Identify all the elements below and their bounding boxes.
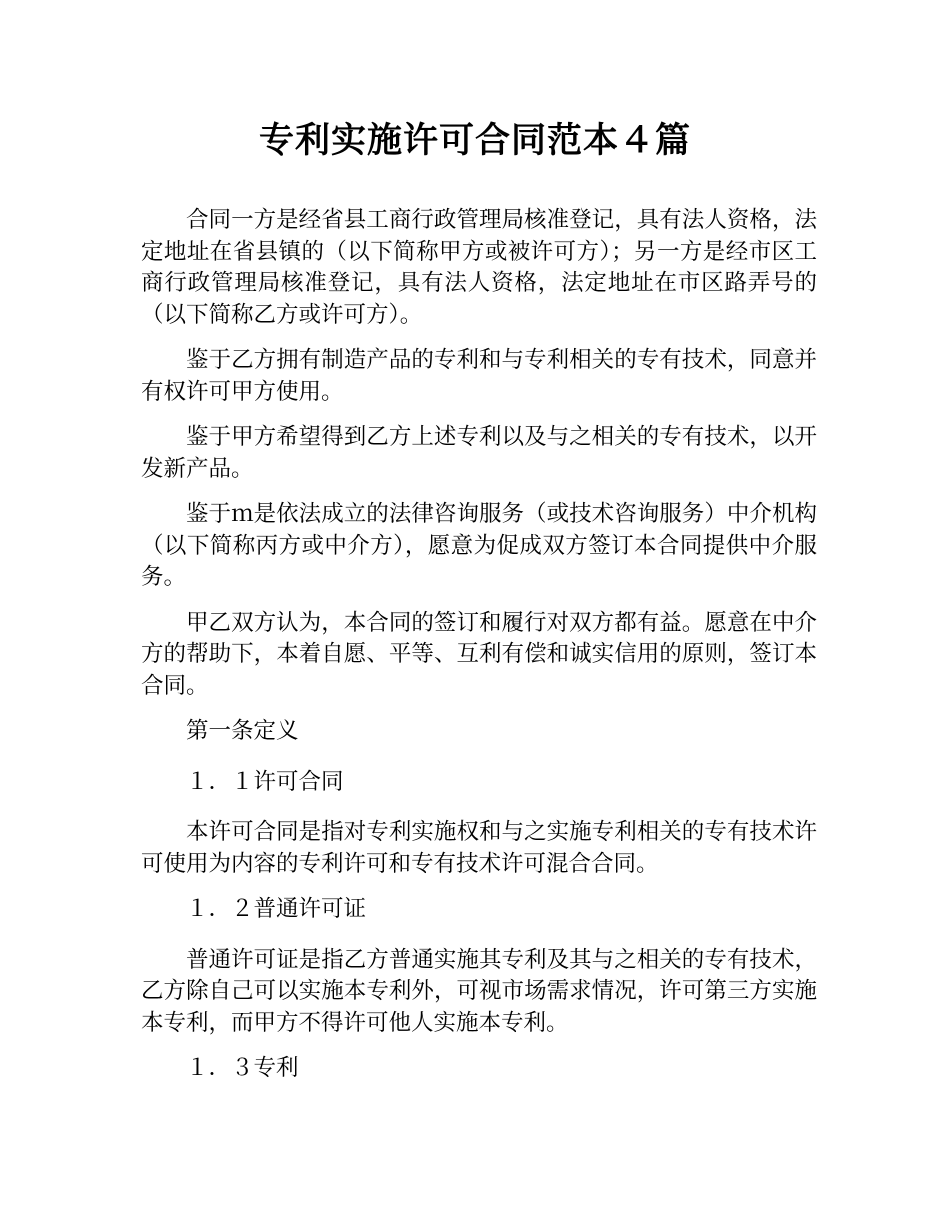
section-heading-1-2: １．２普通许可证 [186,896,367,922]
document-title: 专利实施许可合同范本４篇 [258,121,691,161]
paragraph-agreement: 甲乙双方认为，本合同的签订和履行对双方都有益。愿意在中介方的帮助下，本着自愿、平等、互利有偿和诚实信用的原则，签订本合同。 [141,609,817,699]
paragraph-license-contract: 本许可合同是指对专利实施权和与之实施专利相关的专有技术许可使用为内容的专利许可和专有技术许可混合合同。 [141,819,817,877]
paragraph-recital-licensor: 鉴于乙方拥有制造产品的专利和与专利相关的专有技术，同意并有权许可甲方使用。 [141,347,817,405]
paragraph-parties: 合同一方是经省县工商行政管理局核准登记，具有法人资格，法定地址在省县镇的（以下简称甲方或被许可方）；另一方是经市区工商行政管理局核准登记，具有法人资格，法定地址在市区路弄号的（以下简称乙方或许可方）。 [141,207,817,328]
paragraph-recital-intermediary: 鉴于ｍ是依法成立的法律咨询服务（或技术咨询服务）中介机构（以下简称丙方或中介方），愿意为促成双方签订本合同提供中介服务。 [141,501,817,590]
paragraph-recital-licensee: 鉴于甲方希望得到乙方上述专利以及与之相关的专有技术，以开发新产品。 [141,424,817,482]
article-heading-definitions: 第一条定义 [186,718,299,744]
paragraph-ordinary-license: 普通许可证是指乙方普通实施其专利及其与之相关的专有技术，乙方除自己可以实施本专利外，可视市场需求情况，许可第三方实施本专利，而甲方不得许可他人实施本专利。 [141,946,817,1036]
section-heading-1-3: １．３专利 [186,1055,299,1081]
document-body [141,205,817,1104]
section-heading-1-1: １．１许可合同 [186,768,344,795]
